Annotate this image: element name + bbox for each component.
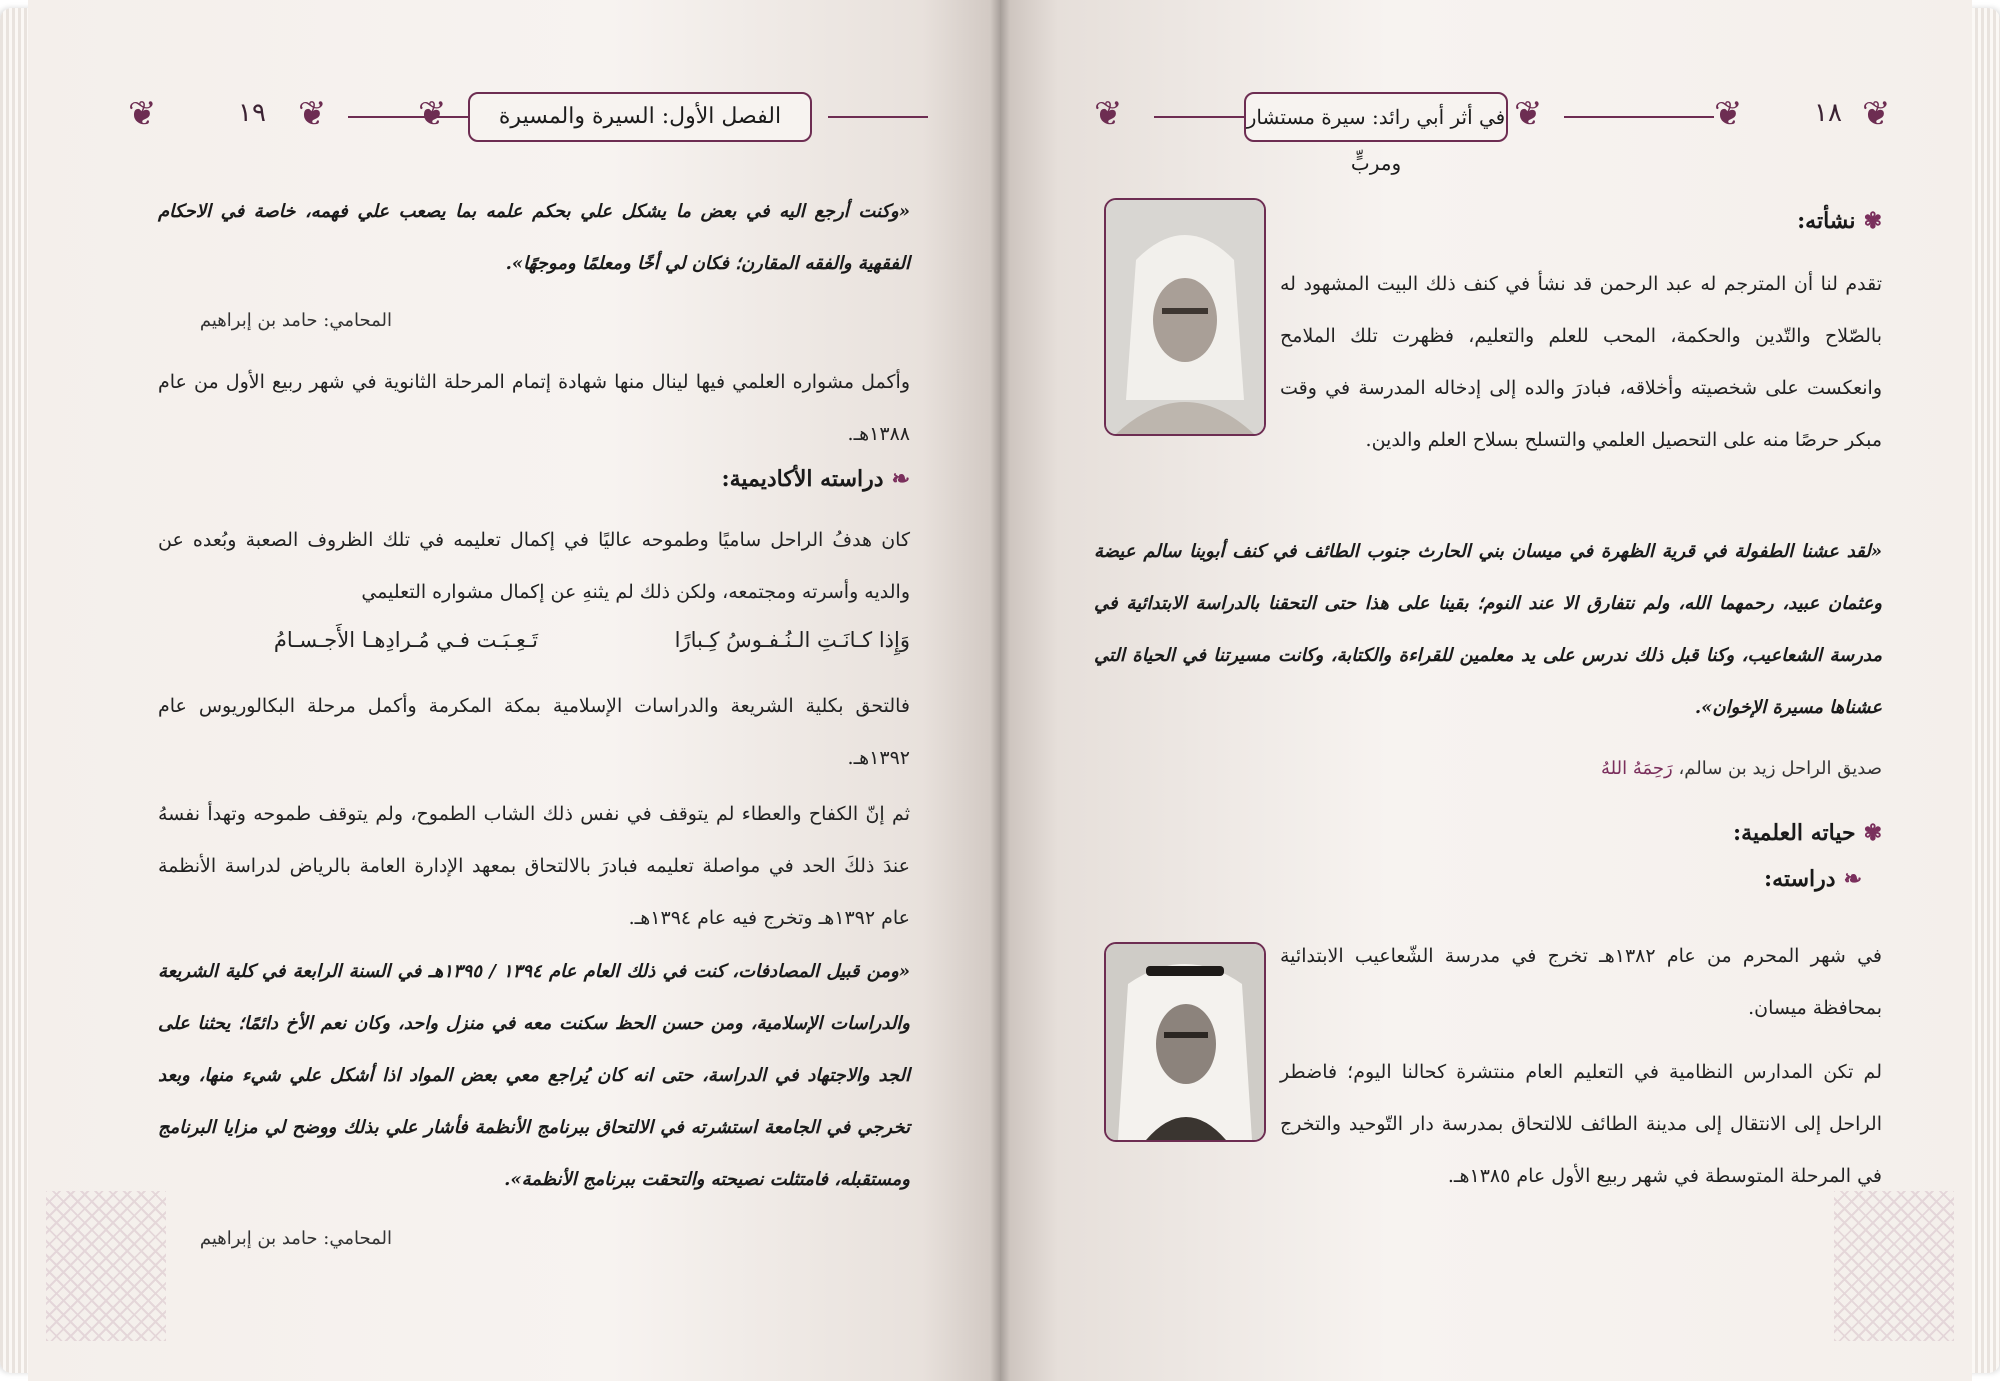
leaf-icon: ❧ — [891, 466, 910, 492]
knot-ornament-icon: ❦ — [1714, 94, 1743, 134]
knot-ornament-icon: ❦ — [1514, 94, 1543, 134]
knot-ornament-icon: ❦ — [1862, 94, 1891, 134]
paragraph: فالتحق بكلية الشريعة والدراسات الإسلامية بمكة المكرمة وأكمل مرحلة البكالوريوس عام ١٣٩٢هـ. — [158, 695, 910, 769]
book-title: في أثر أبي رائد: سيرة مستشار ومربٍّ — [1244, 92, 1508, 142]
header-rule — [348, 116, 468, 118]
header-rule — [1564, 116, 1714, 118]
verse-second-hemistich: تَـعِـبَـت فـي مُـرادِهـا الأَجـسـامُ — [273, 628, 538, 652]
chapter-title: الفصل الأول: السيرة والمسيرة — [468, 92, 812, 142]
quote-attribution: المحامي: حامد بن إبراهيم — [199, 310, 392, 331]
knot-ornament-icon: ❦ — [298, 94, 327, 134]
paragraph: وأكمل مشواره العلمي فيها لينال منها شهادة إتمام المرحلة الثانوية في شهر ربيع الأول من عام ١٣٨٨هـ. — [158, 371, 910, 445]
corner-ornament-right — [1834, 1191, 1954, 1341]
leaf-icon: ❧ — [1843, 866, 1862, 892]
quote-attribution: صديق الراحل زيد بن سالم، رَحِمَهُ اللهُ — [1601, 758, 1882, 779]
book-gutter — [990, 0, 1010, 1381]
knot-ornament-icon: ❦ — [128, 94, 157, 134]
quote-attribution: المحامي: حامد بن إبراهيم — [199, 1228, 392, 1249]
flower-icon: ✾ — [1863, 208, 1882, 234]
header-rule — [1154, 116, 1244, 118]
right-page-header — [1094, 92, 1894, 175]
section-heading: ❧دراسته الأكاديمية: — [721, 466, 910, 492]
portrait-photo-young — [1104, 198, 1266, 436]
paragraph: في شهر المحرم من عام ١٣٨٢هـ تخرج في مدرسة الشّعاعيب الابتدائية بمحافظة ميسان. — [1280, 945, 1882, 1019]
knot-ornament-icon: ❦ — [418, 94, 447, 134]
knot-ornament-icon: ❦ — [1094, 94, 1123, 134]
portrait-photo-ghutra — [1104, 942, 1266, 1142]
section-heading: ✾حياته العلمية: — [1733, 820, 1882, 846]
paragraph: كان هدفُ الراحل ساميًا وطموحه عاليًا في إكمال تعليمه في تلك الظروف الصعبة وبُعده عن والديه وأسرته ومجتمعه، ولكن ذلك لم يثنهِ عن إكمال مشواره التعليمي — [158, 529, 910, 603]
page-number: ١٩ — [238, 98, 266, 128]
paragraph: لم تكن المدارس النظامية في التعليم العام منتشرة كحالنا اليوم؛ فاضطر الراحل إلى الانتقال إلى مدينة الطائف للالتحاق بمدرسة دار التّوحيد والتخرج في المرحلة المتوسطة في شهر ربيع الأول عام ١٣٨٥هـ. — [1280, 1061, 1882, 1187]
subsection-heading: ❧دراسته: — [1764, 866, 1862, 892]
left-page — [28, 0, 1000, 1381]
quote-block: «وكنت أرجع اليه في بعض ما يشكل علي بحكم علمه بما يصعب علي فهمه، خاصة في الاحكام الفقهية والفقه المقارن؛ فكان لي أخًا ومعلمًا وموجهًا». — [158, 201, 910, 274]
page-number: ١٨ — [1814, 98, 1842, 128]
flower-icon: ✾ — [1863, 820, 1882, 846]
portrait-illustration — [1106, 944, 1264, 1140]
right-page — [1000, 0, 1972, 1381]
header-rule — [828, 116, 928, 118]
honorific-text: رَحِمَهُ اللهُ — [1601, 758, 1673, 779]
verse-first-hemistich: وَإِذا كـانَـتِ الـنُـفـوسُ كِـبارًا — [674, 628, 910, 652]
left-page-header — [128, 92, 928, 142]
corner-ornament-left — [46, 1191, 166, 1341]
quote-block: «لقد عشنا الطفولة في قرية الظهرة في ميسان بني الحارث جنوب الطائف في كنف أبوينا سالم عيضة وعثمان عبيد، رحمهما الله، ولم نتفارق الا عند النوم؛ بقينا على هذا حتى التحقنا بالدراسة الابتدائية في مدرسة الشعاعيب، وكنا قبل ذلك ندرس على يد معلمين للقراءة والكتابة، وكانت مسيرتنا في الحياة التي عشناها مسيرة الإخوان». — [1094, 541, 1883, 718]
paragraph: تقدم لنا أن المترجم له عبد الرحمن قد نشأ في كنف ذلك البيت المشهود له بالصّلاح والتّدين والحكمة، المحب للعلم والتعليم، فظهرت تلك الملامح وانعكست على شخصيته وأخلاقه، فبادرَ والده إلى إدخاله المدرسة في وقت مبكر حرصًا منه على التحصيل العلمي والتسلح بسلاح العلم والدين. — [1280, 273, 1882, 451]
quote-block: «ومن قبيل المصادفات، كنت في ذلك العام عام ١٣٩٤ / ١٣٩٥هـ في السنة الرابعة في كلية الشريعة والدراسات الإسلامية، ومن حسن الحظ سكنت معه في منزل واحد، وكان نعم الأخ دائمًا؛ يحثنا على الجد والاجتهاد في الدراسة، حتى انه كان يُراجع معي بعض المواد اذا أشكل علي شيء منها، وبعد تخرجي في الجامعة استشرته في الالتحاق ببرنامج الأنظمة فأشار علي بذلك ووضح لي مزايا البرنامج ومستقبله، فامتثلت نصيحته والتحقت ببرنامج الأنظمة». — [158, 961, 911, 1190]
section-heading: ✾نشأته: — [1797, 208, 1882, 234]
portrait-illustration — [1106, 200, 1264, 434]
paragraph: ثم إنّ الكفاح والعطاء لم يتوقف في نفس ذلك الشاب الطموح، ولم يتوقف طموحه وتهدأ نفسهُ عندَ ذلكَ الحد في مواصلة تعليمه فبادرَ بالالتحاق بمعهد الإدارة العامة بالرياض لدراسة الأنظمة عام ١٣٩٢هـ وتخرج فيه عام ١٣٩٤هـ. — [158, 803, 910, 929]
